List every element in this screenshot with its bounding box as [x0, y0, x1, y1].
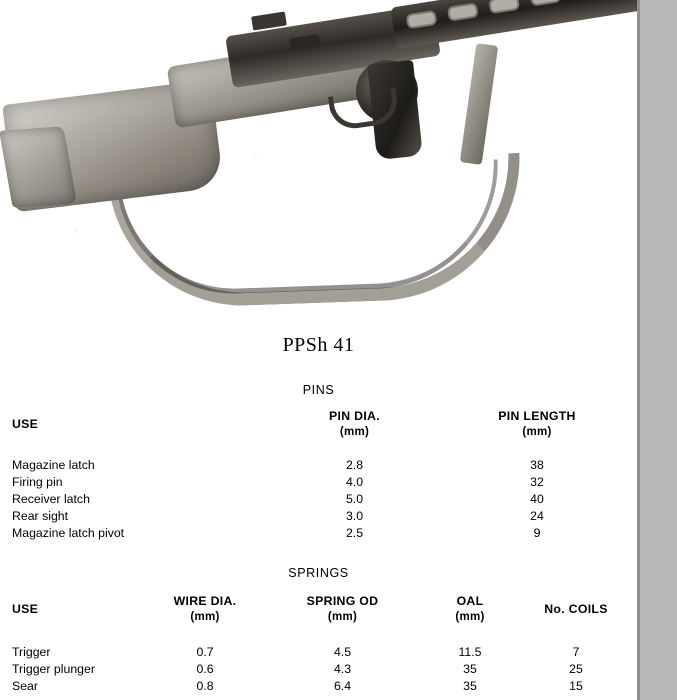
column-header-oal-label: OAL — [456, 594, 484, 608]
cell-spring-od: 4.3 — [333, 662, 352, 676]
column-header-use-label: USE — [12, 416, 39, 431]
cell-use: Magazine latch — [12, 458, 95, 472]
cell-use: Magazine latch pivot — [12, 526, 125, 540]
column-header-wire-dia-label: WIRE DIA. — [173, 594, 237, 608]
cell-pin-length: 38 — [530, 458, 544, 472]
column-header-oal-unit: (mm) — [455, 611, 485, 623]
column-header-pin-length-label: PIN LENGTH — [498, 409, 576, 423]
cell-pin-dia: 4.0 — [345, 475, 364, 489]
column-header-pin-length-unit: (mm) — [522, 426, 552, 438]
column-header-use — [12, 594, 140, 625]
table-row — [12, 491, 627, 508]
cell-pin-length: 32 — [530, 475, 544, 489]
scan-background-gutter — [637, 0, 677, 700]
cell-oal: 35 — [463, 662, 477, 676]
cell-pin-dia: 3.0 — [345, 509, 364, 523]
cell-wire-dia: 0.7 — [196, 645, 214, 659]
table-row — [12, 678, 627, 695]
cell-pin-length: 24 — [530, 509, 544, 523]
scan-grain-overlay — [0, 0, 637, 312]
table-row — [12, 508, 627, 525]
cell-use: Sear — [12, 679, 38, 693]
column-header-pin-dia — [262, 409, 447, 440]
table-row — [12, 661, 627, 678]
column-header-spring-od — [270, 594, 415, 625]
column-header-no-coils — [525, 594, 627, 625]
weapon-photograph — [0, 0, 637, 312]
column-header-use-label: USE — [12, 601, 39, 616]
cell-use: Receiver latch — [12, 492, 90, 506]
table-row — [12, 440, 627, 474]
column-header-pin-length — [447, 409, 627, 440]
cell-use: Trigger plunger — [12, 662, 95, 676]
springs-table — [12, 594, 627, 695]
column-header-wire-dia — [140, 594, 270, 625]
cell-use: Firing pin — [12, 475, 63, 489]
cell-oal: 11.5 — [458, 645, 482, 659]
cell-use: Rear sight — [12, 509, 69, 523]
page-edge-shadow — [637, 0, 640, 700]
column-header-spring-od-label: SPRING OD — [306, 594, 379, 608]
cell-wire-dia: 0.8 — [196, 679, 214, 693]
cell-use: Trigger — [12, 645, 51, 659]
table-header-row — [12, 594, 627, 625]
cell-oal: 35 — [463, 679, 477, 693]
cell-spring-od: 4.5 — [333, 645, 352, 659]
column-header-spring-od-unit: (mm) — [327, 611, 358, 623]
column-header-pin-dia-unit: (mm) — [339, 426, 370, 438]
column-header-oal — [415, 594, 525, 625]
cell-pin-length: 9 — [533, 526, 541, 540]
table-header-row — [12, 409, 627, 440]
pins-table — [12, 409, 627, 542]
table-row — [12, 474, 627, 491]
table-row — [12, 525, 627, 542]
column-header-wire-dia-unit: (mm) — [190, 611, 220, 623]
column-header-pin-dia-label: PIN DIA. — [329, 409, 380, 423]
page-title: PPSh 41 — [282, 334, 355, 356]
section-heading-pins: PINS — [302, 383, 335, 397]
cell-spring-od: 6.4 — [333, 679, 352, 693]
cell-pin-dia: 2.5 — [345, 526, 364, 540]
cell-pin-dia: 2.8 — [345, 458, 364, 472]
cell-pin-length: 40 — [530, 492, 544, 506]
column-header-use — [12, 409, 262, 440]
cell-no-coils: 7 — [572, 645, 580, 659]
section-heading-springs: SPRINGS — [288, 566, 349, 580]
cell-no-coils: 25 — [569, 662, 583, 676]
cell-pin-dia: 5.0 — [345, 492, 364, 506]
column-header-no-coils-label: No. COILS — [544, 601, 608, 616]
cell-wire-dia: 0.6 — [196, 662, 214, 676]
cell-no-coils: 15 — [569, 679, 583, 693]
table-row — [12, 625, 627, 661]
